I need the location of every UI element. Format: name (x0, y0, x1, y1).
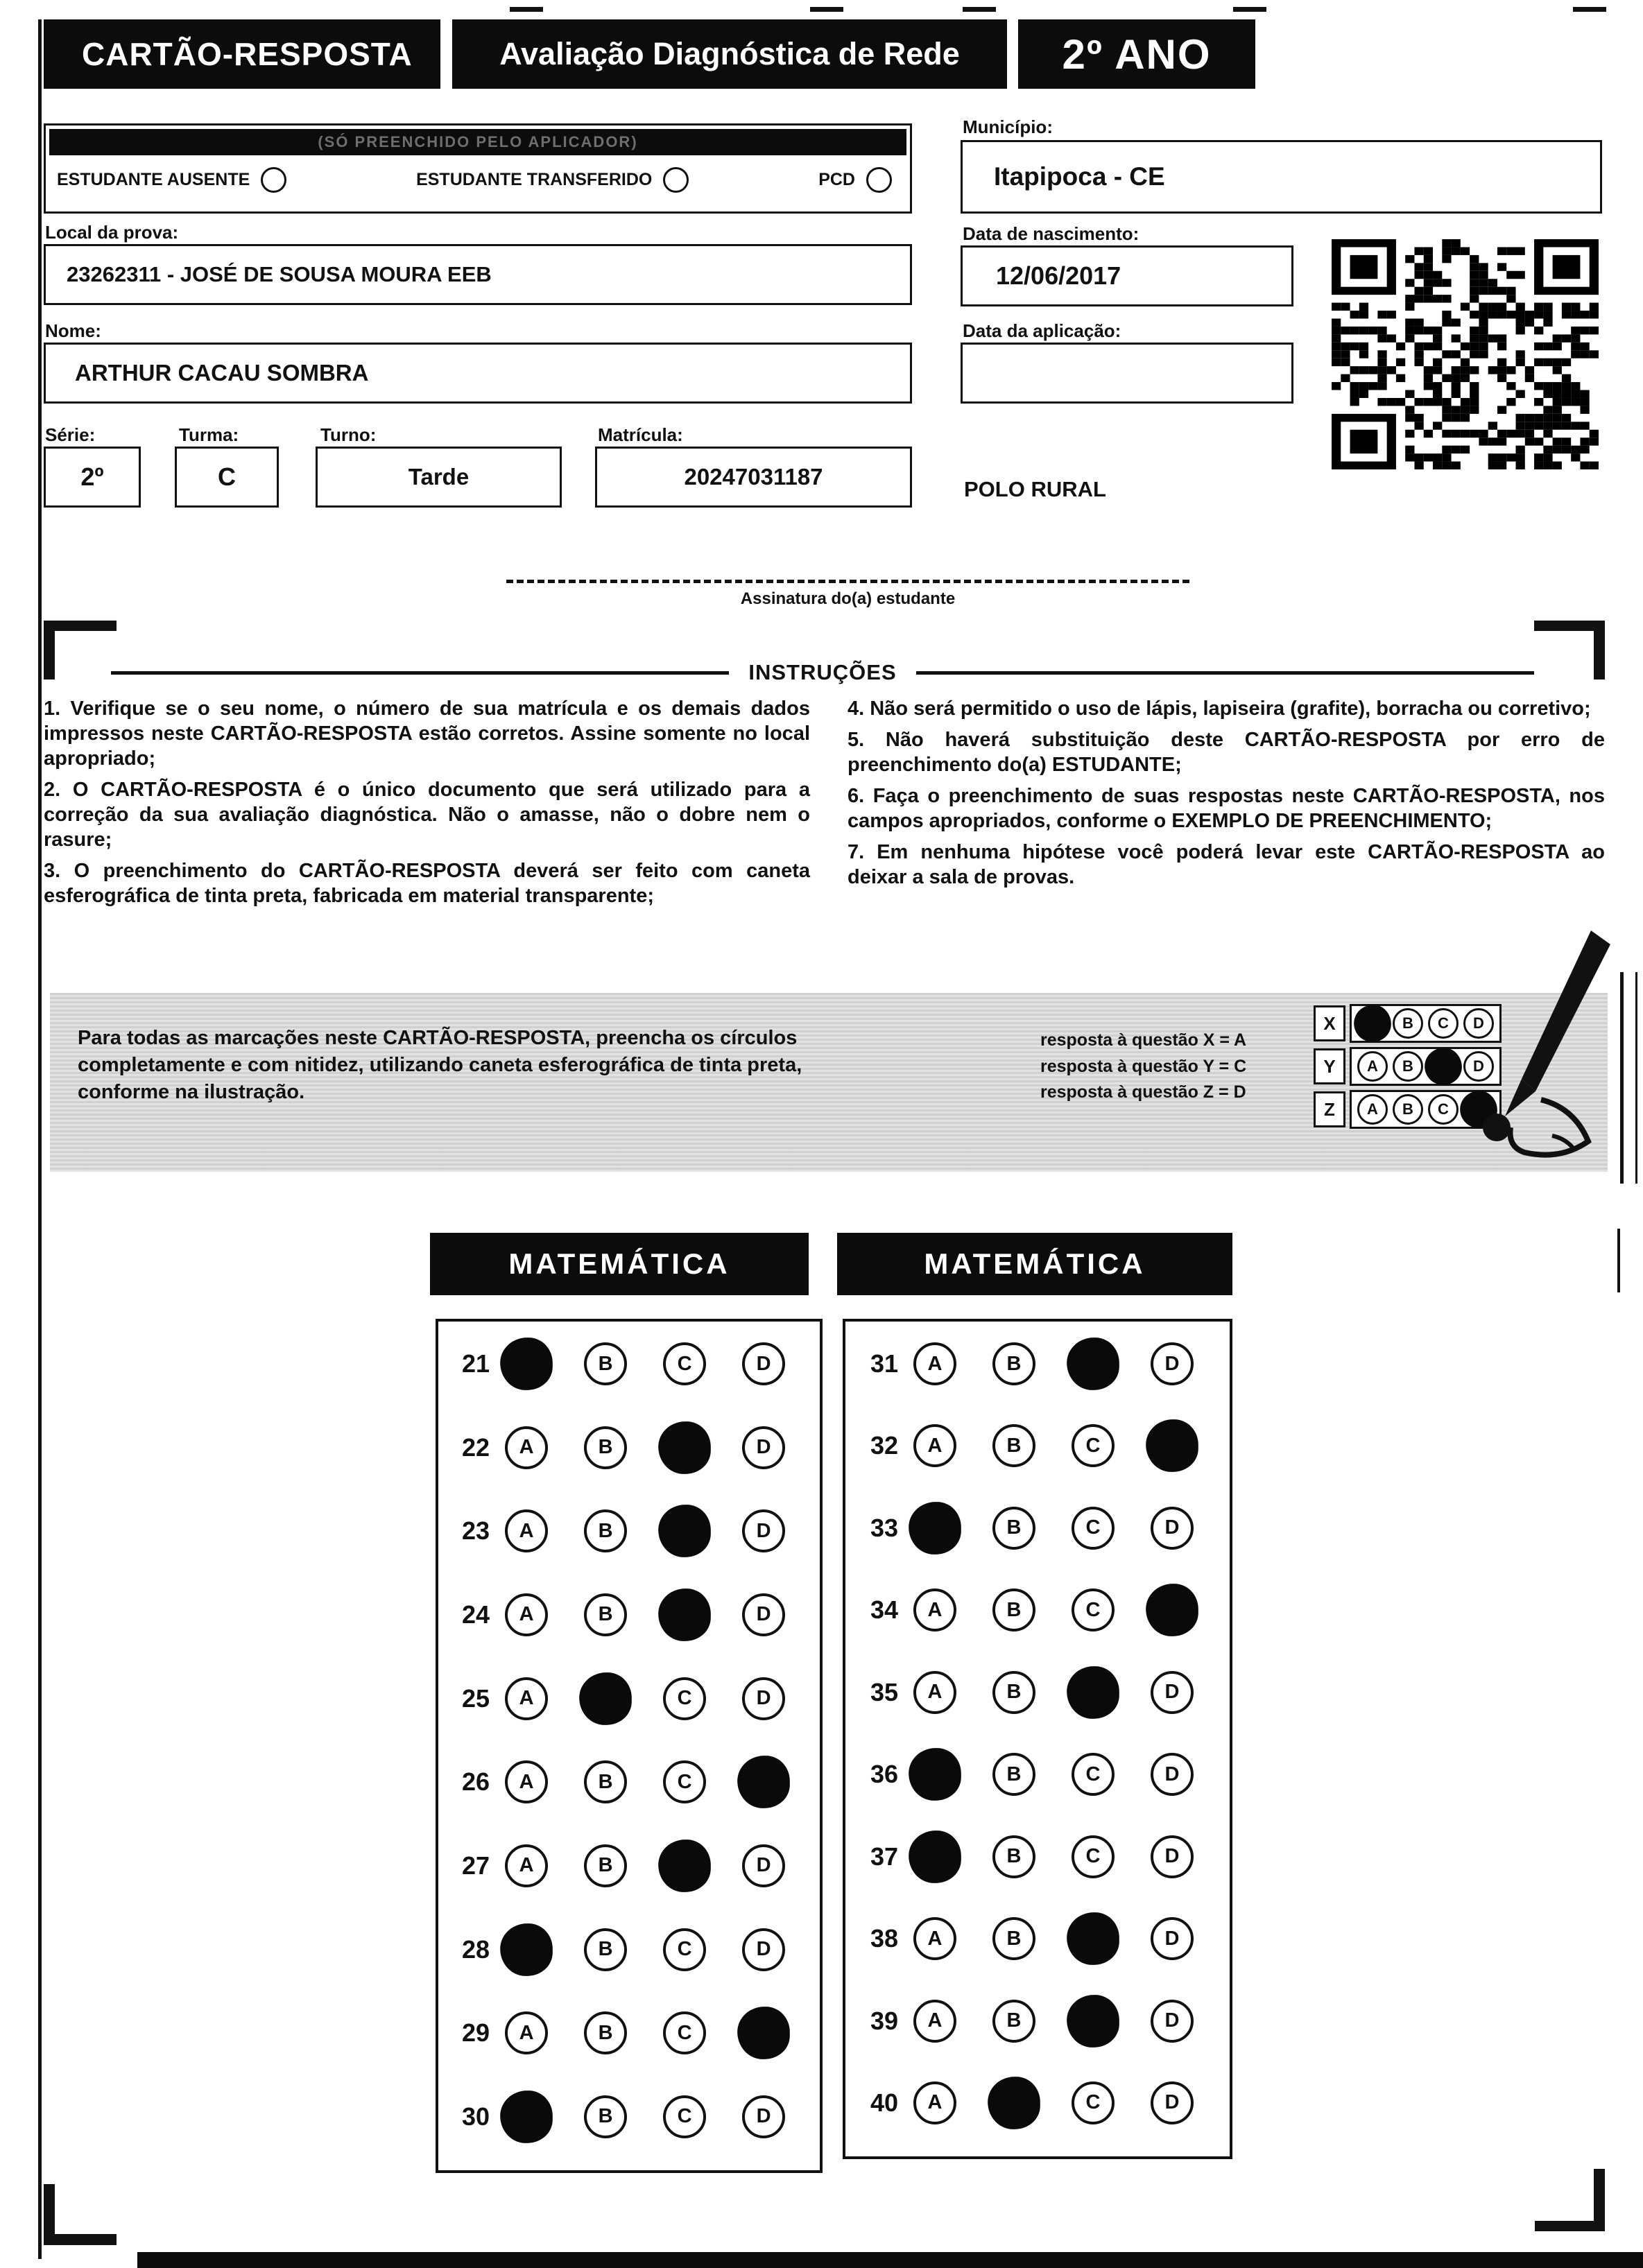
serie-label: Série: (45, 424, 96, 445)
bubble-26-b[interactable]: B (584, 1760, 627, 1803)
rule-line (111, 671, 729, 675)
bubble-21-a[interactable] (500, 1338, 553, 1390)
section-title-left: MATEMÁTICA (430, 1233, 809, 1295)
bubble-37-d[interactable]: D (1151, 1835, 1194, 1878)
example-bubble-x-c: C (1428, 1008, 1459, 1039)
question-number: 25 (462, 1683, 490, 1713)
question-number: 21 (462, 1349, 490, 1378)
example-answer-note: resposta à questão Z = D (1040, 1082, 1246, 1102)
question-number: 22 (462, 1432, 490, 1462)
applicator-bar: (SÓ PREENCHIDO PELO APLICADOR) (49, 129, 906, 155)
bubble-26-a[interactable]: A (505, 1760, 548, 1803)
bubble-22-a[interactable]: A (505, 1426, 548, 1469)
example-row-options (1350, 1047, 1502, 1086)
turma-label: Turma: (179, 424, 239, 445)
bubble-36-c[interactable]: C (1072, 1753, 1115, 1796)
example-row-label: Y (1314, 1048, 1345, 1084)
bubble-30-d[interactable]: D (742, 2095, 785, 2138)
bubble-24-c[interactable] (658, 1589, 711, 1641)
status-label: ESTUDANTE TRANSFERIDO (416, 170, 653, 189)
bubble-23-d[interactable]: D (742, 1509, 785, 1552)
crop-dash (510, 7, 543, 12)
bubble-32-b[interactable]: B (992, 1424, 1035, 1467)
bubble-21-c[interactable]: C (663, 1342, 706, 1385)
bubble-26-c[interactable]: C (663, 1760, 706, 1803)
question-number: 26 (462, 1767, 490, 1797)
question-number: 38 (870, 1924, 898, 1953)
turma-value: C (218, 462, 236, 491)
nome-value: ARTHUR CACAU SOMBRA (75, 360, 369, 386)
bubble-35-c[interactable] (1067, 1666, 1119, 1719)
example-row-options (1350, 1004, 1502, 1043)
bubble-28-c[interactable]: C (663, 1928, 706, 1971)
bubble-36-a[interactable] (909, 1748, 961, 1801)
matricula-value: 20247031187 (684, 464, 823, 490)
bubble-32-a[interactable]: A (913, 1424, 956, 1467)
page-bottom-bar (137, 2252, 1643, 2268)
bubble-38-d[interactable]: D (1151, 1917, 1194, 1960)
question-row-31 (869, 1342, 1230, 1385)
instruction-item: 5. Não haverá substituição deste CARTÃO-RESPOSTA por erro de preenchimento do(a) ESTUDANTE; (848, 728, 1605, 776)
example-notes (1040, 1028, 1246, 1106)
instruction-item: 7. Em nenhuma hipótese você poderá levar este CARTÃO-RESPOSTA ao deixar a sala de provas. (848, 840, 1605, 888)
question-row-21 (462, 1342, 820, 1385)
bubble-25-b[interactable] (579, 1672, 632, 1725)
bubble-38-c[interactable] (1067, 1912, 1119, 1965)
question-row-35 (869, 1671, 1230, 1714)
example-bubble-z-d (1460, 1091, 1497, 1128)
bubble-33-a[interactable] (909, 1502, 961, 1555)
question-number: 36 (870, 1760, 898, 1789)
bubble-40-a[interactable]: A (913, 2081, 956, 2124)
bubble-29-d[interactable] (737, 2007, 790, 2059)
signature-label: Assinatura do(a) estudante (740, 589, 956, 608)
bubble-28-d[interactable]: D (742, 1928, 785, 1971)
status-circle-estudante-ausente[interactable] (261, 167, 286, 193)
nascimento-value-box (961, 245, 1293, 306)
example-grid (1314, 1004, 1536, 1133)
example-text: Para todas as marcações neste CARTÃO-RESPOSTA, preencha os círculos completamente e com nitidez, utilizando caneta esferográfica de tinta preta, conforme na ilustração. (78, 1027, 802, 1104)
question-row-39 (869, 2000, 1230, 2043)
bubble-38-a[interactable]: A (913, 1917, 956, 1960)
instruction-item: 2. O CARTÃO-RESPOSTA é o único documento que será utilizado para a correção da sua avaliação diagnóstica. Não o amasse, não o dobre nem o rasure; (44, 778, 810, 851)
example-bubble-z-c: C (1428, 1094, 1459, 1125)
question-number: 30 (462, 2102, 490, 2131)
serie-value-box (44, 447, 141, 508)
question-number: 39 (870, 2006, 898, 2035)
question-row-32 (869, 1424, 1230, 1467)
bubble-32-c[interactable]: C (1072, 1424, 1115, 1467)
question-number: 34 (870, 1595, 898, 1625)
bubble-38-b[interactable]: B (992, 1917, 1035, 1960)
aplicacao-label: Data da aplicação: (963, 320, 1121, 341)
bubble-36-b[interactable]: B (992, 1753, 1035, 1796)
bubble-39-c[interactable] (1067, 1995, 1119, 2048)
bubble-30-c[interactable]: C (663, 2095, 706, 2138)
bubble-25-a[interactable]: A (505, 1677, 548, 1720)
crop-dash (1573, 7, 1606, 12)
bubble-23-b[interactable]: B (584, 1509, 627, 1552)
bubble-28-b[interactable]: B (584, 1928, 627, 1971)
bubble-40-b[interactable] (988, 2077, 1040, 2129)
instruction-item: 4. Não será permitido o uso de lápis, lapiseira (grafite), borracha ou corretivo; (848, 698, 1591, 720)
status-option-pcd (818, 167, 892, 193)
bubble-26-d[interactable] (737, 1756, 790, 1808)
turno-value-box (316, 447, 562, 508)
corner-mark-top-right (1594, 621, 1605, 679)
question-row-23 (462, 1509, 820, 1552)
answer-block-21-30 (436, 1319, 823, 2173)
example-answer-note: resposta à questão Y = C (1040, 1056, 1247, 1076)
status-option-estudante-ausente (57, 167, 286, 193)
bubble-24-b[interactable]: B (584, 1593, 627, 1636)
bubble-31-c[interactable] (1067, 1338, 1119, 1390)
crop-dash (810, 7, 843, 12)
example-row-options (1350, 1090, 1502, 1129)
bubble-37-a[interactable] (909, 1830, 961, 1883)
bubble-37-b[interactable]: B (992, 1835, 1035, 1878)
example-bubble-x-b: B (1393, 1008, 1423, 1039)
question-row-29 (462, 2011, 820, 2054)
question-row-27 (462, 1844, 820, 1887)
nascimento-value: 12/06/2017 (996, 261, 1121, 290)
page-edge-mark (1635, 972, 1637, 1184)
example-panel (50, 993, 1608, 1172)
bubble-21-b[interactable]: B (584, 1342, 627, 1385)
nome-label: Nome: (45, 320, 101, 341)
bubble-39-d[interactable]: D (1151, 2000, 1194, 2043)
example-row-label: Z (1314, 1091, 1345, 1127)
bubble-39-a[interactable]: A (913, 2000, 956, 2043)
question-row-24 (462, 1593, 820, 1636)
form-title: CARTÃO-RESPOSTA (44, 19, 440, 89)
section-title-right: MATEMÁTICA (837, 1233, 1232, 1295)
bubble-33-b[interactable]: B (992, 1507, 1035, 1550)
question-number: 27 (462, 1851, 490, 1880)
question-row-30 (462, 2095, 820, 2138)
corner-mark-bottom-right (1535, 2221, 1605, 2231)
question-row-22 (462, 1426, 820, 1469)
question-number: 35 (870, 1677, 898, 1706)
example-bubble-y-a: A (1357, 1051, 1388, 1082)
instruction-item: 3. O preenchimento do CARTÃO-RESPOSTA deverá ser feito com caneta esferográfica de tinta preta, fabricada em material transparente; (44, 859, 810, 907)
bubble-35-a[interactable]: A (913, 1671, 956, 1714)
question-row-25 (462, 1677, 820, 1720)
bubble-35-b[interactable]: B (992, 1671, 1035, 1714)
municipio-value: Itapipoca - CE (994, 162, 1165, 191)
status-label: ESTUDANTE AUSENTE (57, 170, 250, 189)
bubble-34-b[interactable]: B (992, 1589, 1035, 1631)
question-row-38 (869, 1917, 1230, 1960)
bubble-31-b[interactable]: B (992, 1342, 1035, 1385)
status-circle-estudante-transferido[interactable] (663, 167, 689, 193)
bubble-33-d[interactable]: D (1151, 1507, 1194, 1550)
question-number: 23 (462, 1516, 490, 1546)
bubble-30-a[interactable] (500, 2090, 553, 2143)
bubble-23-a[interactable]: A (505, 1509, 548, 1552)
applicator-section (44, 123, 912, 214)
bubble-39-b[interactable]: B (992, 2000, 1035, 2043)
bubble-31-a[interactable]: A (913, 1342, 956, 1385)
bubble-34-a[interactable]: A (913, 1589, 956, 1631)
local-value-box (44, 244, 912, 305)
bubble-34-d[interactable] (1146, 1584, 1198, 1636)
instructions-title: INSTRUÇÕES (748, 660, 897, 684)
form-subtitle: Avaliação Diagnóstica de Rede (452, 19, 1007, 89)
bubble-35-d[interactable]: D (1151, 1671, 1194, 1714)
question-number: 32 (870, 1431, 898, 1460)
example-grid-row-y (1314, 1047, 1536, 1086)
example-bubble-x-a (1354, 1005, 1391, 1042)
bubble-21-d[interactable]: D (742, 1342, 785, 1385)
example-bubble-y-c (1425, 1048, 1462, 1085)
question-number: 40 (870, 2088, 898, 2117)
bubble-28-a[interactable] (500, 1923, 553, 1976)
nascimento-label: Data de nascimento: (963, 223, 1139, 244)
bubble-40-c[interactable]: C (1072, 2081, 1115, 2124)
bubble-23-c[interactable] (658, 1505, 711, 1557)
local-value: 23262311 - JOSÉ DE SOUSA MOURA EEB (67, 262, 492, 286)
example-bubble-x-d: D (1463, 1008, 1494, 1039)
bubble-22-c[interactable] (658, 1421, 711, 1474)
bubble-36-d[interactable]: D (1151, 1753, 1194, 1796)
bubble-24-a[interactable]: A (505, 1593, 548, 1636)
question-row-40 (869, 2081, 1230, 2124)
crop-dash (1233, 7, 1266, 12)
bubble-27-b[interactable]: B (584, 1844, 627, 1887)
aplicacao-value-box (961, 343, 1293, 404)
municipio-label: Município: (963, 116, 1053, 137)
corner-mark-bottom-left (44, 2234, 117, 2245)
instructions-header (111, 660, 1534, 685)
page-edge-mark (1620, 972, 1624, 1184)
bubble-31-d[interactable]: D (1151, 1342, 1194, 1385)
example-grid-row-x (1314, 1004, 1536, 1043)
instruction-item: 6. Faça o preenchimento de suas respostas neste CARTÃO-RESPOSTA, nos campos apropriados, conforme o EXEMPLO DE PREENCHIMENTO; (848, 784, 1605, 832)
status-option-estudante-transferido (416, 167, 689, 193)
instructions-right-column (848, 697, 1605, 897)
question-row-37 (869, 1835, 1230, 1878)
matricula-value-box (595, 447, 912, 508)
page-edge-mark (1617, 1229, 1620, 1292)
turno-value: Tarde (408, 464, 470, 490)
page-left-border (38, 19, 42, 2259)
matricula-label: Matrícula: (598, 424, 683, 445)
crop-dash (963, 7, 996, 12)
bubble-27-a[interactable]: A (505, 1844, 548, 1887)
example-bubble-y-b: B (1393, 1051, 1423, 1082)
question-number: 33 (870, 1513, 898, 1542)
status-row (46, 159, 910, 193)
question-row-34 (869, 1589, 1230, 1631)
question-row-33 (869, 1507, 1230, 1550)
turno-label: Turno: (320, 424, 377, 445)
qr-code (1332, 239, 1599, 469)
bubble-22-d[interactable]: D (742, 1426, 785, 1469)
signature-line (506, 580, 1189, 583)
example-bubble-z-a: A (1357, 1094, 1388, 1125)
question-number: 29 (462, 2018, 490, 2048)
example-bubble-y-d: D (1463, 1051, 1494, 1082)
bubble-30-b[interactable]: B (584, 2095, 627, 2138)
bubble-24-d[interactable]: D (742, 1593, 785, 1636)
answer-block-31-40 (843, 1319, 1232, 2159)
question-number: 37 (870, 1842, 898, 1871)
bubble-34-c[interactable]: C (1072, 1589, 1115, 1631)
bubble-29-c[interactable]: C (663, 2011, 706, 2054)
bubble-25-d[interactable]: D (742, 1677, 785, 1720)
bubble-37-c[interactable]: C (1072, 1835, 1115, 1878)
example-row-label: X (1314, 1005, 1345, 1041)
local-label: Local da prova: (45, 222, 179, 243)
question-number: 31 (870, 1349, 898, 1378)
bubble-29-a[interactable]: A (505, 2011, 548, 2054)
bubble-32-d[interactable] (1146, 1420, 1198, 1473)
question-number: 24 (462, 1600, 490, 1629)
example-grid-row-z (1314, 1090, 1536, 1129)
serie-value: 2º (80, 462, 104, 491)
example-bubble-z-b: B (1393, 1094, 1423, 1125)
instruction-item: 1. Verifique se o seu nome, o número de sua matrícula e os demais dados impressos neste CARTÃO-RESPOSTA estão corretos. Assine somente no local apropriado; (44, 698, 810, 770)
corner-mark-top-left (44, 621, 55, 679)
bubble-40-d[interactable]: D (1151, 2081, 1194, 2124)
status-circle-pcd[interactable] (866, 167, 892, 193)
bubble-27-c[interactable] (658, 1839, 711, 1892)
bubble-25-c[interactable]: C (663, 1677, 706, 1720)
bubble-33-c[interactable]: C (1072, 1507, 1115, 1550)
polo-label: POLO RURAL (964, 477, 1106, 501)
bubble-29-b[interactable]: B (584, 2011, 627, 2054)
nome-value-box (44, 343, 912, 404)
example-answer-note: resposta à questão X = A (1040, 1030, 1247, 1050)
question-number: 28 (462, 1934, 490, 1964)
rule-line (916, 671, 1534, 675)
instructions-left-column (44, 697, 810, 915)
turma-value-box (175, 447, 279, 508)
grade-badge: 2º ANO (1018, 19, 1255, 89)
question-row-28 (462, 1928, 820, 1971)
question-row-26 (462, 1760, 820, 1803)
municipio-value-box (961, 140, 1602, 214)
status-label: PCD (818, 170, 855, 189)
bubble-27-d[interactable]: D (742, 1844, 785, 1887)
bubble-22-b[interactable]: B (584, 1426, 627, 1469)
question-row-36 (869, 1753, 1230, 1796)
